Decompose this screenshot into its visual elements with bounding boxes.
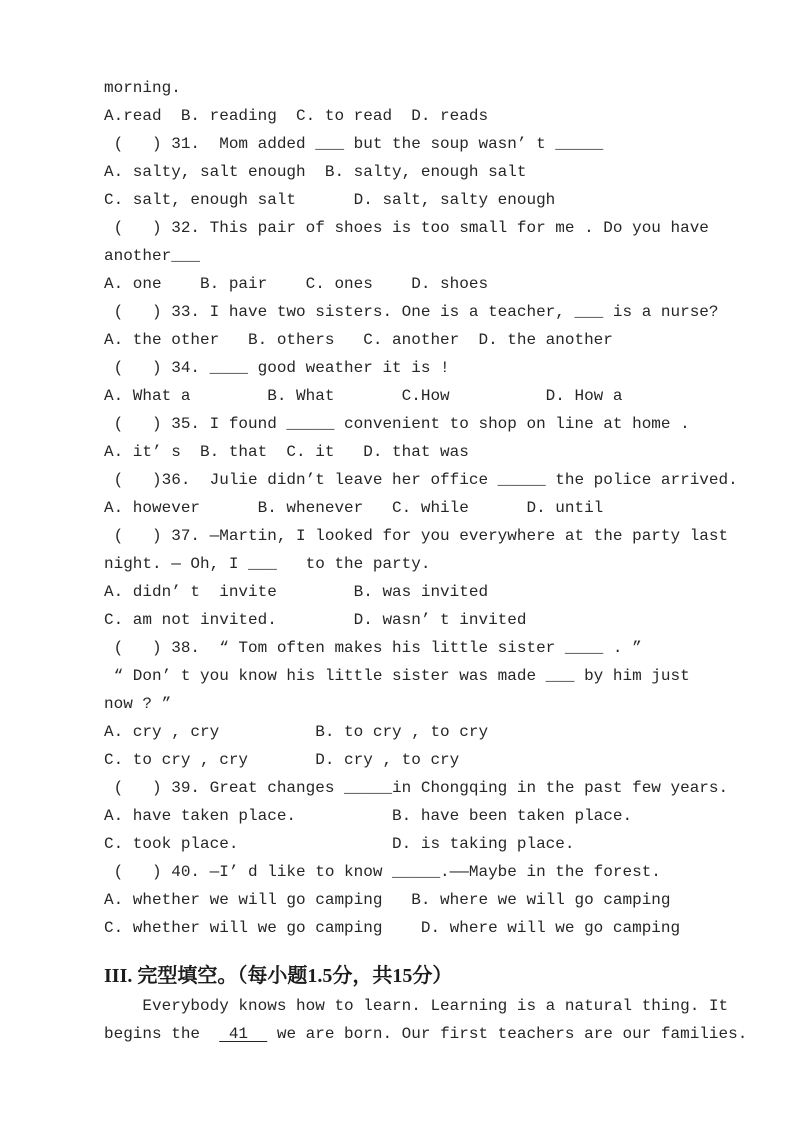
exam-text-line: ( ) 37. —Martin, I looked for you everywhere at the party last: [104, 527, 729, 545]
exam-text-line: ( ) 38. “ Tom often makes his little sister ____ . ”: [104, 639, 642, 657]
exam-text-line: A. it’ s B. that C. it D. that was: [104, 443, 469, 461]
exam-text-line: ( ) 31. Mom added ___ but the soup wasn’ t _____: [104, 135, 604, 153]
exam-text-line: ( ) 32. This pair of shoes is too small for me . Do you have: [104, 219, 709, 237]
exam-text-line: ( ) 39. Great changes _____in Chongqing in the past few years.: [104, 779, 729, 797]
exam-text-line: C. whether will we go camping D. where will we go camping: [104, 919, 681, 937]
exam-text-line: ( ) 33. I have two sisters. One is a teacher, ___ is a nurse?: [104, 303, 719, 321]
exam-text-line: another___: [104, 247, 201, 265]
exam-text-line: night. — Oh, I ___ to the party.: [104, 555, 431, 573]
exam-text-line: A. cry , cry B. to cry , to cry: [104, 723, 489, 741]
cloze-section-heading: III. 完型填空。（每小题1.5分，共15分）: [104, 965, 453, 987]
exam-text-line: C. took place. D. is taking place.: [104, 835, 575, 853]
exam-text-line: C. am not invited. D. wasn’ t invited: [104, 611, 527, 629]
cloze-paragraph-line-2: [104, 1020, 754, 1048]
exam-text-line: A. the other B. others C. another D. the another: [104, 331, 613, 349]
exam-text-line: ( )36. Julie didn’t leave her office _____ the police arrived.: [104, 471, 738, 489]
exam-text-line: ( ) 40. —I’ d like to know _____.——Maybe in the forest.: [104, 863, 661, 881]
exam-text-line: A. one B. pair C. ones D. shoes: [104, 275, 489, 293]
exam-text-line: “ Don’ t you know his little sister was made ___ by him just: [104, 667, 690, 685]
choice-questions-block: [104, 74, 754, 942]
exam-text-line: A. What a B. What C.How D. How a: [104, 387, 623, 405]
exam-text-line: A. have taken place. B. have been taken place.: [104, 807, 633, 825]
cloze-line2-post: we are born. Our first teachers are our families.: [267, 1025, 748, 1043]
exam-text-line: A. salty, salt enough B. salty, enough salt: [104, 163, 527, 181]
cloze-line2-pre: begins the: [104, 1025, 220, 1043]
exam-text-line: A. didn’ t invite B. was invited: [104, 583, 489, 601]
exam-text-line: ( ) 34. ____ good weather it is !: [104, 359, 450, 377]
exam-text-line: ( ) 35. I found _____ convenient to shop on line at home .: [104, 415, 690, 433]
cloze-blank-41: 41: [219, 1025, 268, 1043]
cloze-paragraph-line-1: Everybody knows how to learn. Learning is a natural thing. It: [104, 997, 729, 1015]
exam-text-line: C. salt, enough salt D. salt, salty enough: [104, 191, 556, 209]
exam-text-line: A. however B. whenever C. while D. until: [104, 499, 604, 517]
exam-content: [104, 74, 754, 1048]
exam-text-line: A.read B. reading C. to read D. reads: [104, 107, 489, 125]
exam-text-line: morning.: [104, 79, 181, 97]
exam-text-line: A. whether we will go camping B. where we will go camping: [104, 891, 671, 909]
exam-text-line: C. to cry , cry D. cry , to cry: [104, 751, 460, 769]
exam-text-line: now ? ”: [104, 695, 172, 713]
